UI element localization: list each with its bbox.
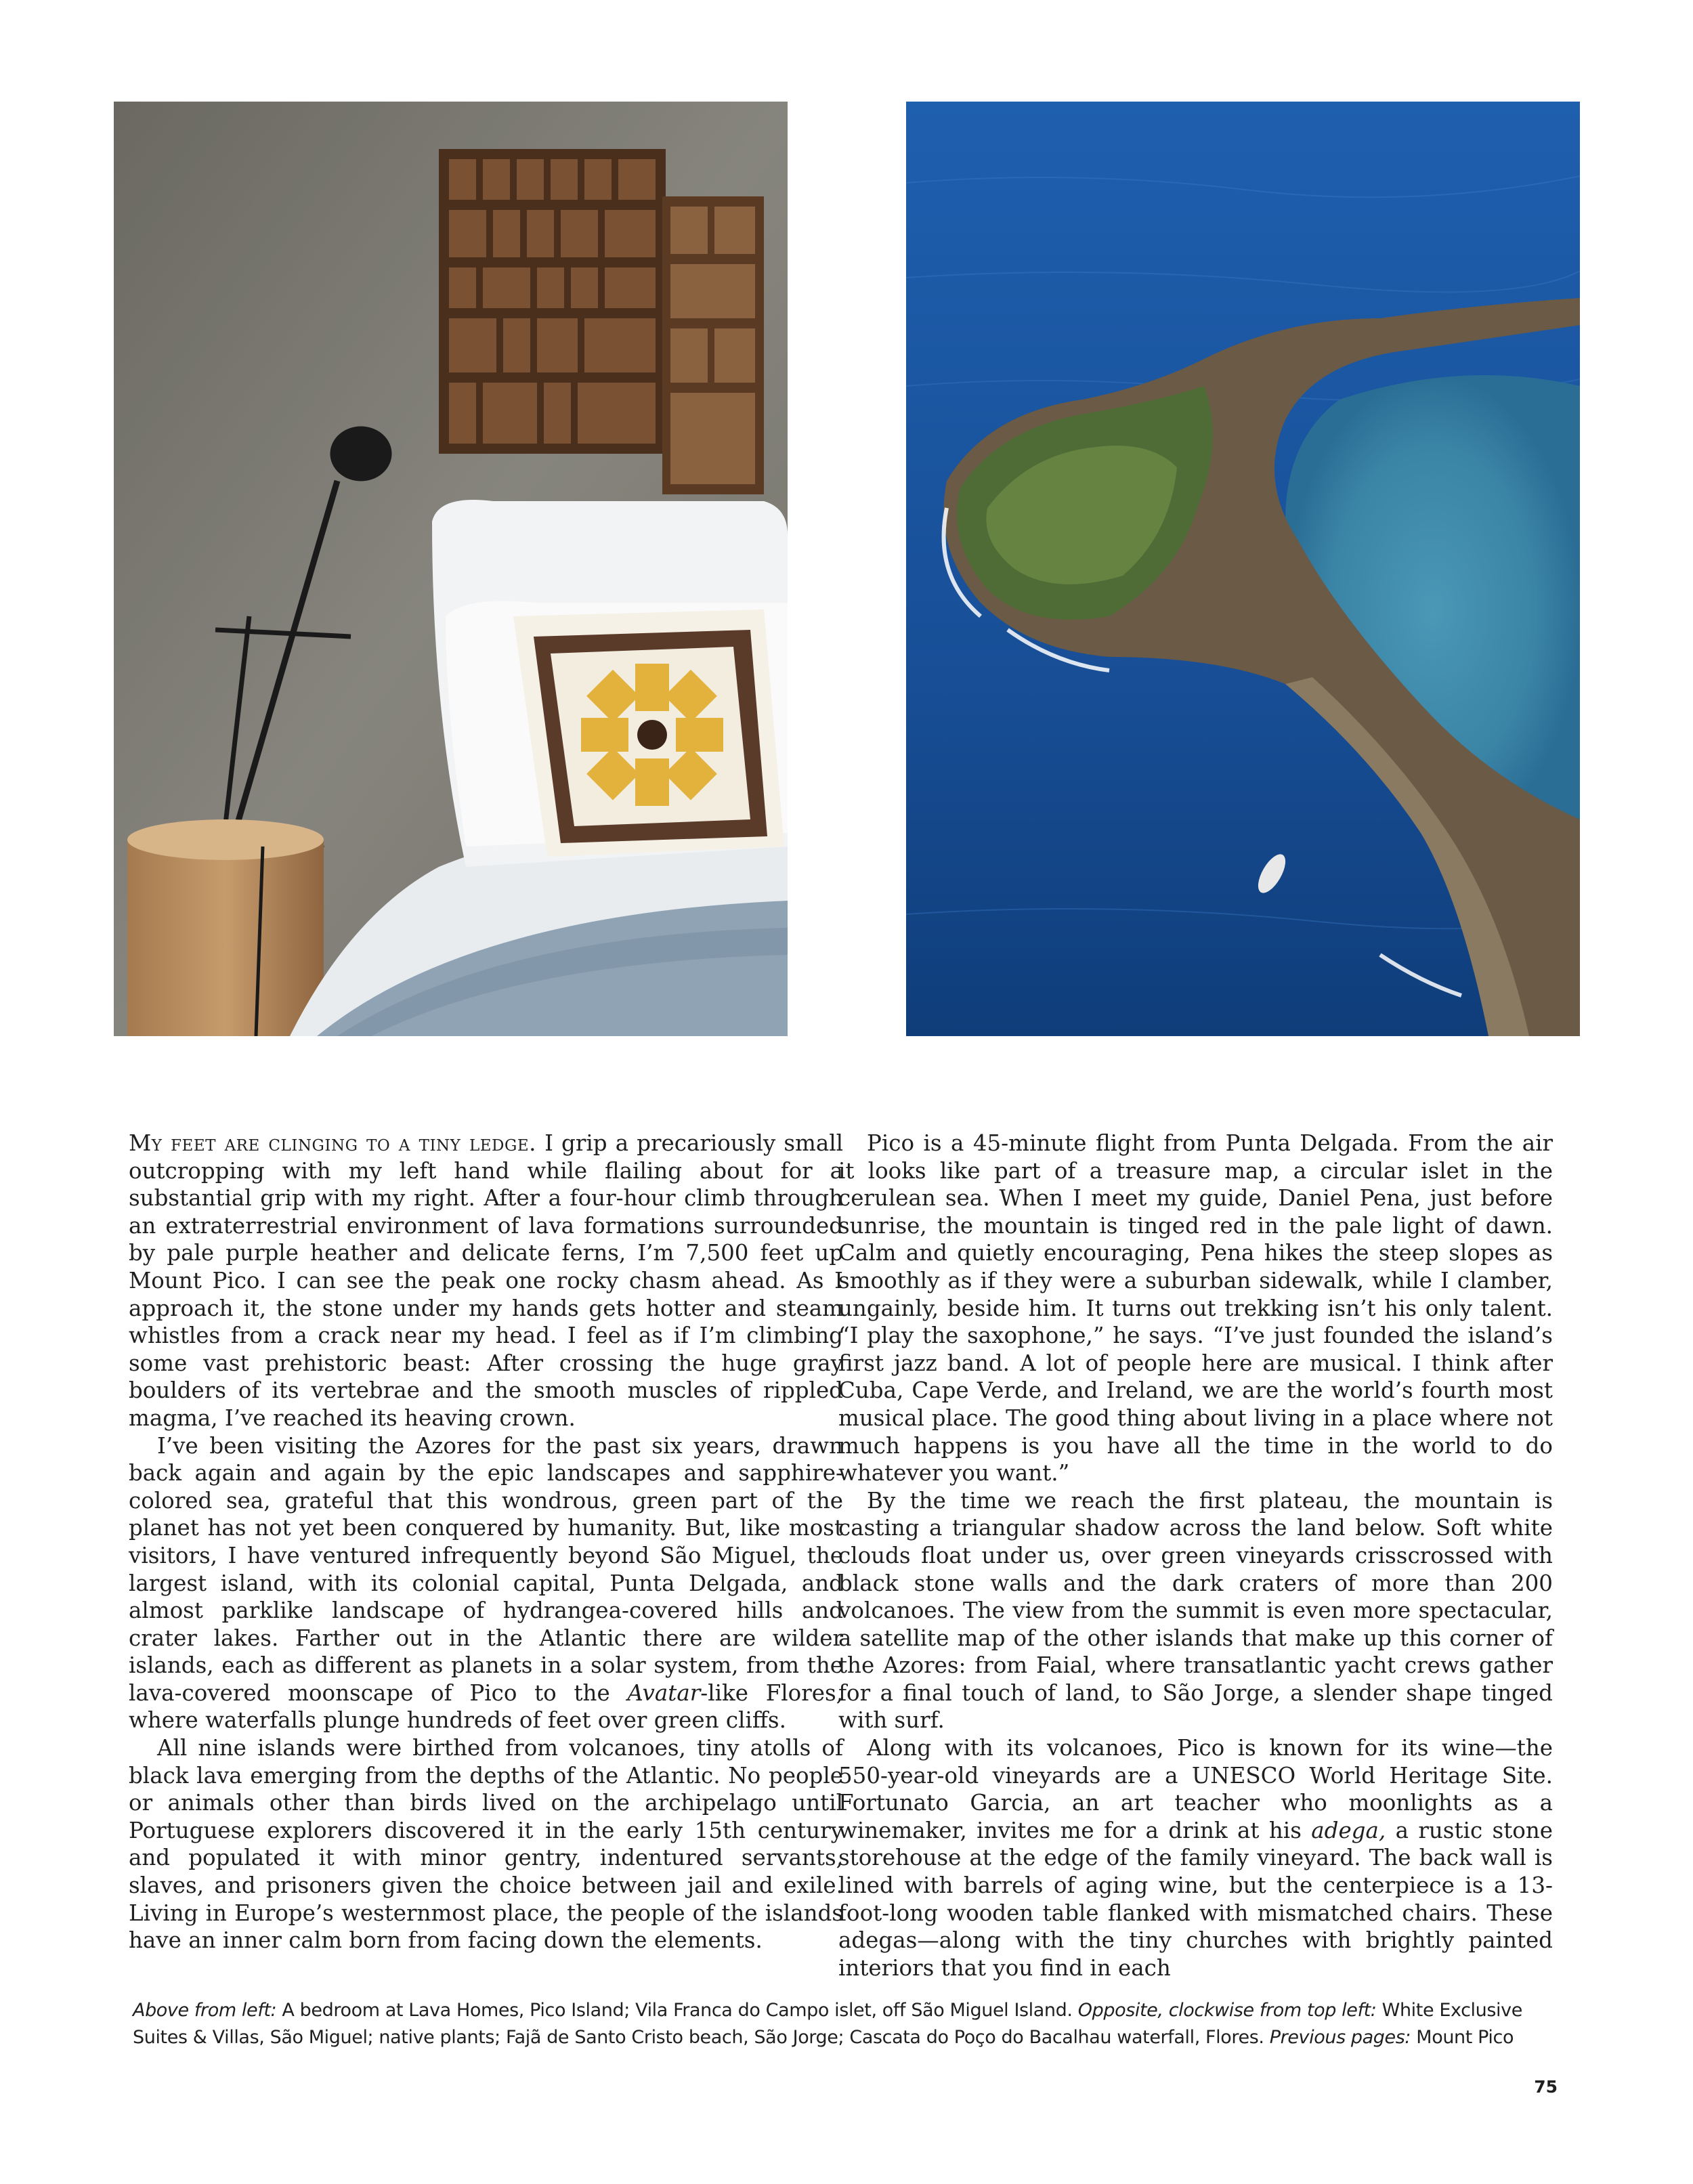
bedroom-illustration (114, 102, 788, 1036)
caption-label-above: Above from left: (133, 2000, 277, 2021)
islet-aerial-photo (906, 102, 1580, 1036)
paragraph-6-text-b: a rustic stone storehouse at the edge of the family vineyard. The back wall is lined with barrels of aging wine, but the centerpiece is a 13-foot-long wooden table flanked with mismatched chairs. These adegas—along with the tiny churches with brightly painted interiors that you find in each (838, 1817, 1553, 1981)
paragraph-6-italic: adega, (1311, 1817, 1386, 1843)
paragraph-6-text-a: Along with its volcanoes, Pico is known for its wine—the 550-year-old vineyards are a UNESCO World Heritage Site. Fortunato Garcia, an art teacher who moonlights as a winemaker, invites me for a drink at his (838, 1735, 1553, 1843)
article-column-right (838, 1130, 1553, 1982)
caption-label-previous: Previous pages: (1269, 2027, 1411, 2048)
paragraph-2-text-a: I’ve been visiting the Azores for the past six years, drawn back again and again by the epic landscapes and sapphire-colored sea, grateful that this wondrous, green part of the planet has not yet been conquered by humanity. But, like most visitors, I have ventured infrequently beyond São Miguel, the largest island, with its colonial capital, Punta Delgada, and almost parklike landscape of hydrangea-covered hills and crater lakes. Farther out in the Atlantic there are wilder islands, each as different as planets in a solar system, from the lava-covered moonscape of Pico to the (129, 1432, 843, 1706)
wooden-shelf-small (662, 196, 764, 494)
paragraph-3: All nine islands were birthed from volcanoes, tiny atolls of black lava emerging from the depths of the Atlantic. No people or animals other than birds lived on the archipelago until Portuguese explorers discovered it in the early 15th century and populated it with minor gentry, indentured servants, slaves, and prisoners given the choice between jail and exile. Living in Europe’s westernmost place, the people of the islands have an inner calm born from facing down the elements. (129, 1735, 843, 1954)
paragraph-4: Pico is a 45-minute flight from Punta Delgada. From the air it looks like part of a treasure map, a circular islet in the cerulean sea. When I meet my guide, Daniel Pena, just before sunrise, the mountain is tinged red in the pale light of dawn. Calm and quietly encouraging, Pena hikes the steep slopes as smoothly as if they were a suburban sidewalk, while I clamber, ungainly, beside him. It turns out trekking isn’t his only talent. “I play the saxophone,” he says. “I’ve just founded the island’s first jazz band. A lot of people here are musical. I think after Cuba, Cape Verde, and Ireland, we are the world’s fourth most musical place. The good thing about living in a place where not much happens is you have all the time in the world to do whatever you want.” (838, 1130, 1553, 1486)
photo-caption (133, 1997, 1555, 2051)
caption-text-above: A bedroom at Lava Homes, Pico Island; Vila Franca do Campo islet, off São Miguel Island. (276, 2000, 1078, 2021)
paragraph-1-text: I grip a precariously small outcropping with my left hand while flailing about for a substantial grip with my right. After a four-hour climb through an extraterrestrial environment of lava formations surrounded by pale purple heather and delicate ferns, I’m 7,500 feet up Mount Pico. I can see the peak one rocky chasm ahead. As I approach it, the stone under my hands gets hotter and steam whistles from a crack near my head. I feel as if I’m climbing some vast prehistoric beast: After crossing the huge gray boulders of its vertebrae and the smooth muscles of rippled magma, I’ve reached its heaving crown. (129, 1130, 843, 1431)
caption-text-opposite: White Exclusive Suites & Villas, São Miguel; native plants; Fajã de Santo Cristo beach, São Jorge; Cascata do Poço do Bacalhau waterfall, Flores. (133, 2000, 1522, 2048)
paragraph-6 (838, 1734, 1553, 1982)
paragraph-1 (129, 1130, 843, 1432)
caption-text-previous: Mount Pico (1411, 2027, 1514, 2048)
page-number: 75 (1534, 2077, 1558, 2097)
side-table (127, 819, 324, 1036)
paragraph-5: By the time we reach the first plateau, the mountain is casting a triangular shadow across the land below. Soft white clouds float under us, over green vineyards crisscrossed with black stone walls and the dark craters of more than 200 volcanoes. The view from the summit is even more spectacular, a satellite map of the other islands that make up this corner of the Azores: from Faial, where transatlantic yacht crews gather for a final touch of land, to São Jorge, a slender shape tinged with surf. (838, 1487, 1553, 1734)
paragraph-2-italic: Avatar (627, 1679, 701, 1706)
article-column-left (129, 1130, 843, 1954)
wooden-shelf (439, 149, 666, 454)
caption-label-opposite: Opposite, clockwise from top left: (1077, 2000, 1377, 2021)
decorative-pillow (513, 609, 784, 857)
paragraph-2 (129, 1432, 843, 1735)
islet-illustration (906, 102, 1580, 1036)
lead-in: My feet are clinging to a tiny ledge. (129, 1130, 536, 1156)
paragraph-2-text-b: -like Flores, where waterfalls plunge hundreds of feet over green cliffs. (129, 1679, 843, 1734)
bedroom-photo (114, 102, 788, 1036)
